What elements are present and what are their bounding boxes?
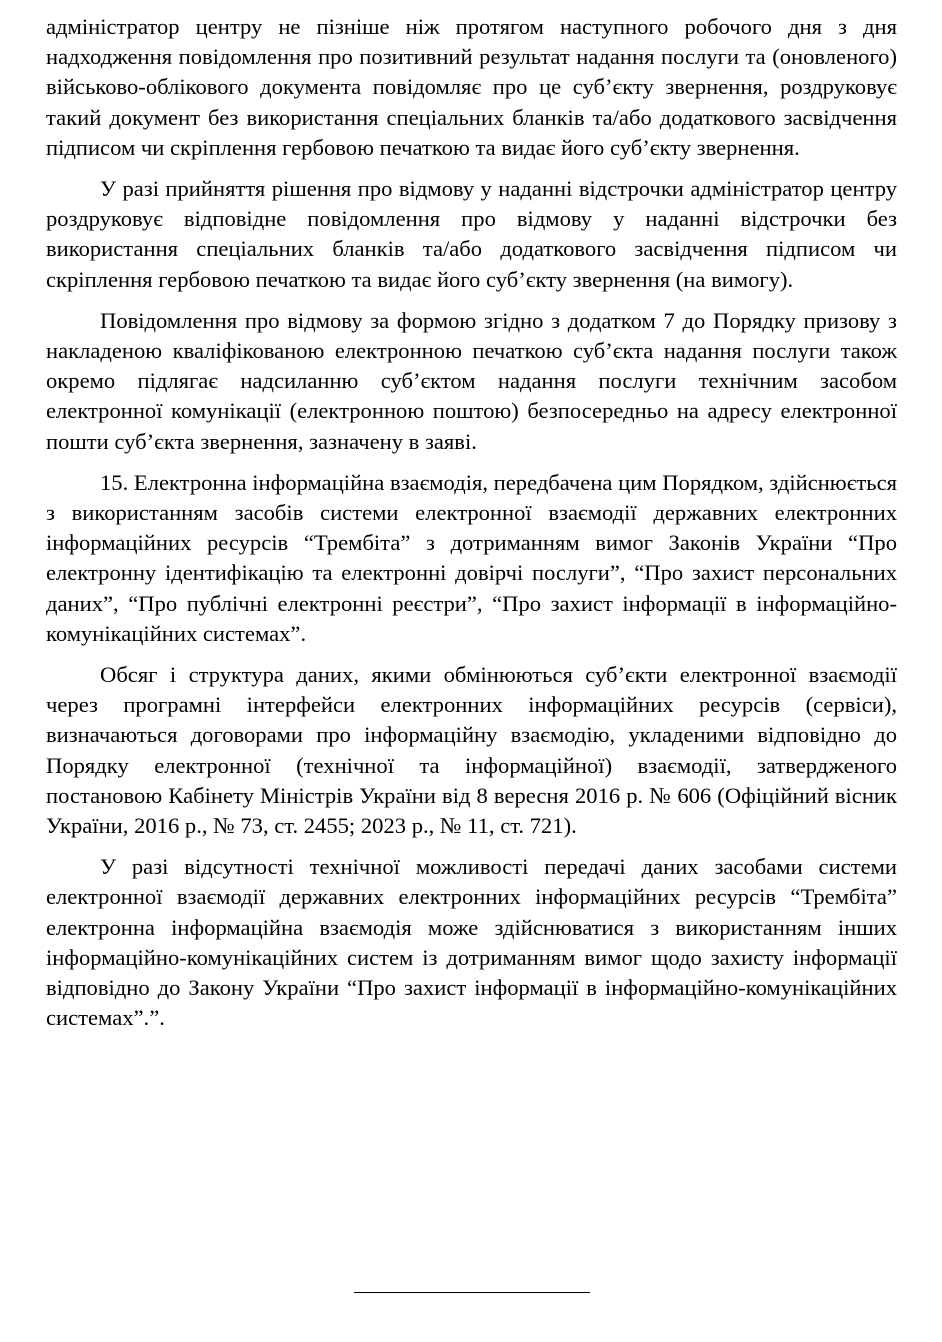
paragraph-refusal-decision: У разі прийняття рішення про відмову у наданні відстрочки адміністратор центру роздруковує відповідне повідомлення про відмову у наданні відстрочки без використання спеціальних бланків та/або додаткового засвідчення підписом чи скріплення гербовою печаткою та видає його суб’єкту звернення (на вимогу).	[46, 176, 897, 292]
paragraph-data-exchange-scope: Обсяг і структура даних, якими обмінюються суб’єкти електронної взаємодії через програмні інтерфейси електронних інформаційних ресурсів (сервіси), визначаються договорами про інформаційну взаємодію, укладеними відповідно до Порядку електронної (технічної та інформаційної) взаємодії, затвердженого постановою Кабінету Міністрів України від 8 вересня 2016 р. № 606 (Офіційний вісник України, 2016 р., № 73, ст. 2455; 2023 р., № 11, ст. 721).	[46, 662, 897, 839]
end-of-document-divider	[354, 1292, 590, 1293]
paragraph-administrator-notification: адміністратор центру не пізніше ніж протягом наступного робочого дня з дня надходження повідомлення про позитивний результат надання послуги та (оновленого) військово-облікового документа повідомляє про це суб’єкту звернення, роздруковує такий документ без використання спеціальних бланків та/або додаткового засвідчення підписом чи скріплення гербовою печаткою та видає його суб’єкту звернення.	[46, 14, 897, 160]
paragraph-alternative-systems: У разі відсутності технічної можливості передачі даних засобами системи електронної взаємодії державних електронних інформаційних ресурсів “Трембіта” електронна інформаційна взаємодія може здійснюватися з використанням інших інформаційно-комунікаційних систем із дотриманням вимог щодо захисту інформації відповідно до Закону України “Про захист інформації в інформаційно-комунікаційних системах”.”.	[46, 854, 897, 1031]
paragraph-refusal-notice-email: Повідомлення про відмову за формою згідно з додатком 7 до Порядку призову з накладеною кваліфікованою електронною печаткою суб’єкта надання послуги також окремо підлягає надсиланню суб’єктом надання послуги технічним засобом електронної комунікації (електронною поштою) безпосередньо на адресу електронної пошти суб’єкта звернення, зазначену в заяві.	[46, 307, 897, 454]
paragraph-clause-15-trembita: 15. Електронна інформаційна взаємодія, передбачена цим Порядком, здійснюється з використанням засобів системи електронної взаємодії державних електронних інформаційних ресурсів “Трембіта” з дотриманням вимог Законів України “Про електронну ідентифікацію та електронні довірчі послуги”, “Про захист персональних даних”, “Про публічні електронні реєстри”, “Про захист інформації в інформаційно-комунікаційних системах”.	[46, 469, 897, 646]
document-body	[46, 12, 897, 1045]
